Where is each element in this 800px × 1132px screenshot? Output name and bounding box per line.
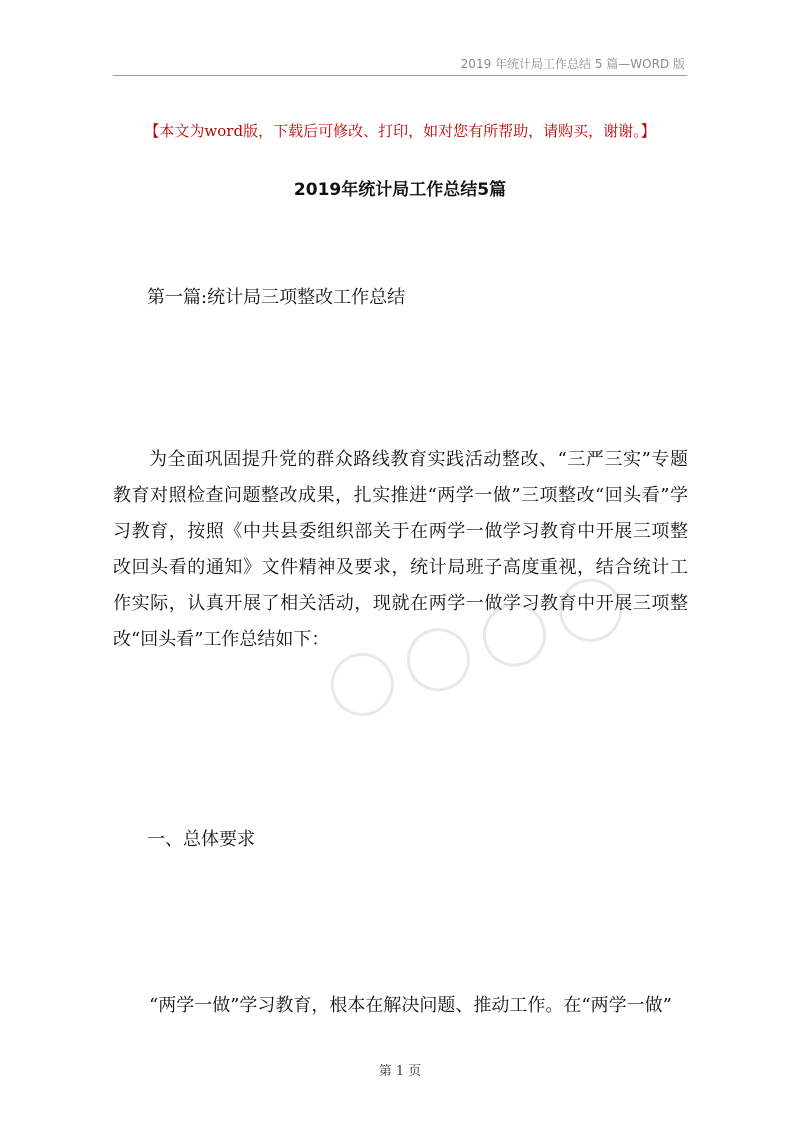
watermark-circle xyxy=(324,647,400,723)
purchase-notice: 【本文为word版，下载后可修改、打印，如对您有所帮助，请购买，谢谢。】 xyxy=(144,122,656,140)
section-one-paragraph: “两学一做”学习教育，根本在解决问题、推动工作。在“两学一做” xyxy=(149,995,672,1016)
running-header: 2019 年统计局工作总结 5 篇—WORD 版 xyxy=(460,57,685,71)
header-divider xyxy=(113,75,687,76)
document-title: 2019年统计局工作总结5篇 xyxy=(293,180,507,200)
section-one-heading: 一、总体要求 xyxy=(147,829,255,850)
chapter-heading: 第一篇:统计局三项整改工作总结 xyxy=(147,287,406,308)
page-number: 第 1 页 xyxy=(378,1064,422,1079)
intro-paragraph: 为全面巩固提升党的群众路线教育实践活动整改、“三严三实”专题教育对照检查问题整改成果，扎实推进“两学一做”三项整改“回头看”学习教育，按照《中共县委组织部关于在两学一做学习教育中开展三项整改回头看的通知》文件精神及要求，统计局班子高度重视，结合统计工作实际，认真开展了相关活动，现就在两学一做学习教育中开展三项整改“回头看”工作总结如下： xyxy=(113,449,688,650)
